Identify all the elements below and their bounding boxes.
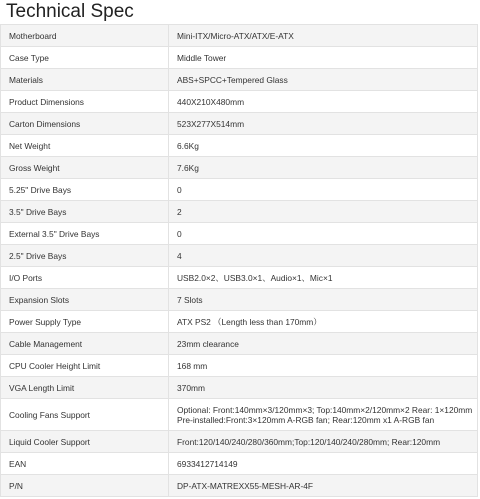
spec-value: 168 mm — [169, 355, 478, 377]
spec-label: Net Weight — [1, 135, 169, 157]
spec-value-line-2: Pre-installed:Front:3×120mm A-RGB fan; Rear:120mm x1 A-RGB fan — [177, 414, 435, 425]
spec-value: 523X277X514mm — [169, 113, 478, 135]
spec-value: 4 — [169, 245, 478, 267]
table-row — [1, 47, 478, 69]
spec-value: ABS+SPCC+Tempered Glass — [169, 69, 478, 91]
spec-label: Expansion Slots — [1, 289, 169, 311]
spec-label: Cable Management — [1, 333, 169, 355]
spec-label: P/N — [1, 475, 169, 497]
spec-label: Case Type — [1, 47, 169, 69]
table-row — [1, 201, 478, 223]
spec-label: Carton Dimensions — [1, 113, 169, 135]
spec-value: 370mm — [169, 377, 478, 399]
spec-label: Motherboard — [1, 25, 169, 47]
table-row — [1, 399, 478, 431]
table-row — [1, 453, 478, 475]
table-row — [1, 245, 478, 267]
spec-label: 3.5" Drive Bays — [1, 201, 169, 223]
table-row — [1, 157, 478, 179]
spec-label: 5.25" Drive Bays — [1, 179, 169, 201]
spec-label: Materials — [1, 69, 169, 91]
table-row — [1, 135, 478, 157]
table-row — [1, 431, 478, 453]
spec-value: ATX PS2 （Length less than 170mm） — [169, 311, 478, 333]
spec-value: 440X210X480mm — [169, 91, 478, 113]
spec-value: 23mm clearance — [169, 333, 478, 355]
table-row — [1, 223, 478, 245]
table-row — [1, 69, 478, 91]
table-row — [1, 377, 478, 399]
table-row — [1, 311, 478, 333]
spec-value-line-1: Optional: Front:140mm×3/120mm×3; Top:140mm×2/120mm×2 Rear: 1×120mm — [177, 404, 473, 415]
spec-label: Gross Weight — [1, 157, 169, 179]
spec-value: 6933412714149 — [169, 453, 478, 475]
table-row — [1, 355, 478, 377]
spec-value: Mini-ITX/Micro-ATX/ATX/E-ATX — [169, 25, 478, 47]
spec-value: 7 Slots — [169, 289, 478, 311]
spec-label: 2.5" Drive Bays — [1, 245, 169, 267]
spec-value: 6.6Kg — [169, 135, 478, 157]
spec-value — [169, 399, 478, 431]
spec-label: I/O Ports — [1, 267, 169, 289]
spec-value: Middle Tower — [169, 47, 478, 69]
spec-value: 0 — [169, 179, 478, 201]
spec-label: EAN — [1, 453, 169, 475]
spec-label: Power Supply Type — [1, 311, 169, 333]
spec-label: Liquid Cooler Support — [1, 431, 169, 453]
spec-table — [0, 24, 478, 497]
table-row — [1, 25, 478, 47]
spec-value: 7.6Kg — [169, 157, 478, 179]
spec-label: VGA Length Limit — [1, 377, 169, 399]
table-row — [1, 267, 478, 289]
spec-value: 0 — [169, 223, 478, 245]
table-row — [1, 333, 478, 355]
page-title: Technical Spec — [6, 1, 134, 22]
spec-value: Front:120/140/240/280/360mm;Top:120/140/240/280mm; Rear:120mm — [169, 431, 478, 453]
spec-label: Cooling Fans Support — [1, 399, 169, 431]
table-row — [1, 289, 478, 311]
spec-value: USB2.0×2、USB3.0×1、Audio×1、Mic×1 — [169, 267, 478, 289]
table-row — [1, 475, 478, 497]
spec-value: DP-ATX-MATREXX55-MESH-AR-4F — [169, 475, 478, 497]
table-row — [1, 91, 478, 113]
spec-label: Product Dimensions — [1, 91, 169, 113]
spec-label: CPU Cooler Height Limit — [1, 355, 169, 377]
spec-value: 2 — [169, 201, 478, 223]
spec-label: External 3.5" Drive Bays — [1, 223, 169, 245]
table-row — [1, 179, 478, 201]
table-row — [1, 113, 478, 135]
